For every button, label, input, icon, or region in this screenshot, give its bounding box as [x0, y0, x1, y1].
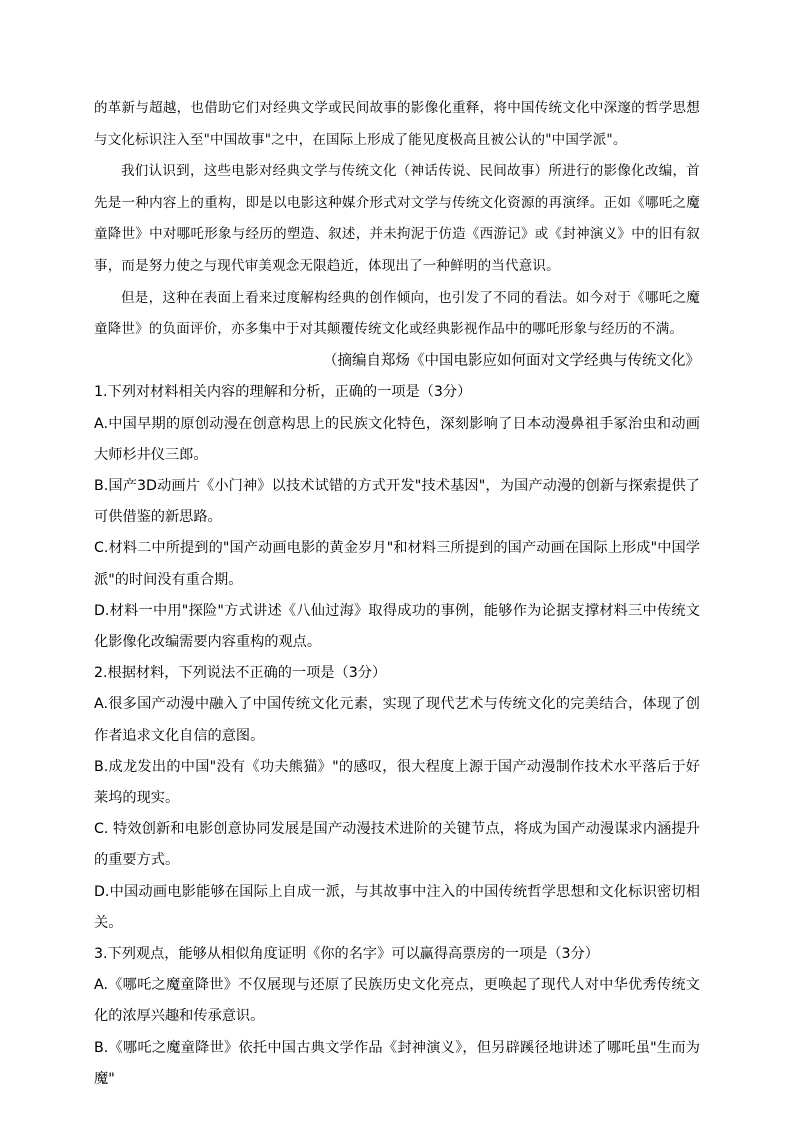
question-2-option-d: D.中国动画电影能够在国际上自成一派，与其故事中注入的中国传统哲学思想和文化标识密切相关。: [94, 883, 700, 931]
document-page: [94, 93, 700, 1095]
passage-paragraph-3: 但是，这种在表面上看来过度解构经典的创作倾向，也引发了不同的看法。如今对于《哪吒之魔童降世》的负面评价，亦多集中于对其颠覆传统文化或经典影视作品中的哪吒形象与经历的不满。: [94, 289, 700, 338]
question-1-option-d: D.材料一中用"探险"方式讲述《八仙过海》取得成功的事例，能够作为论据支撑材料三中传统文化影像化改编需要内容重构的观点。: [94, 602, 700, 650]
question-1-stem: 1.下列对材料相关内容的理解和分析，正确的一项是（3分）: [94, 384, 472, 401]
passage-paragraph-2: 我们认识到，这些电影对经典文学与传统文化（神话传说、民间故事）所进行的影像化改编，首先是一种内容上的重构，即是以电影这种媒介形式对文学与传统文化资源的再演绎。正如《哪吒之魔童降世》中对哪吒形象与经历的塑造、叙述，并未拘泥于仿造《西游记》或《封神演义》中的旧有叙事，而是努力使之与现代审美观念无限趋近，体现出了一种鲜明的当代意识。: [94, 163, 700, 274]
question-3-option-b: B.《哪吒之魔童降世》依托中国古典文学作品《封神演义》，但另辟蹊径地讲述了哪吒虽"生而为魔": [94, 1039, 700, 1087]
question-1-option-b: B.国产3D动画片《小门神》以技术试错的方式开发"技术基因"，为国产动漫的创新与探索提供了可供借鉴的新思路。: [94, 477, 700, 526]
question-1-option-c: C.材料二中所提到的"国产动画电影的黄金岁月"和材料三所提到的国产动画在国际上形成"中国学派"的时间没有重合期。: [94, 540, 700, 588]
question-2-option-a: A.很多国产动漫中融入了中国传统文化元素，实现了现代艺术与传统文化的完美结合，体现了创作者追求文化自信的意图。: [94, 696, 700, 744]
question-2-stem: 2.根据材料，下列说法不正确的一项是（3分）: [94, 665, 387, 682]
passage-source: （摘编自郑炀《中国电影应如何面对文学经典与传统文化》: [323, 352, 700, 369]
question-2-option-b: B.成龙发出的中国"没有《功夫熊猫》"的感叹，很大程度上源于国产动漫制作技术水平落后于好莱坞的现实。: [94, 758, 700, 806]
question-2-option-c: C. 特效创新和电影创意协同发展是国产动漫技术进阶的关键节点，将成为国产动漫谋求内涵提升的重要方式。: [94, 821, 700, 869]
question-1-option-a: A.中国早期的原创动漫在创意构思上的民族文化特色，深刻影响了日本动漫鼻祖手冢治虫和动画大师杉井仪三郎。: [94, 415, 700, 463]
question-3-option-a: A.《哪吒之魔童降世》不仅展现与还原了民族历史文化亮点，更唤起了现代人对中华优秀传统文化的浓厚兴趣和传承意识。: [94, 977, 700, 1025]
question-3-stem: 3.下列观点，能够从相似角度证明《你的名字》可以赢得高票房的一项是（3分）: [94, 946, 599, 962]
passage-paragraph-1: 的革新与超越，也借助它们对经典文学或民间故事的影像化重释，将中国传统文化中深邃的哲学思想与文化标识注入至"中国故事"之中，在国际上形成了能见度极高且被公认的"中国学派"。: [94, 100, 700, 148]
